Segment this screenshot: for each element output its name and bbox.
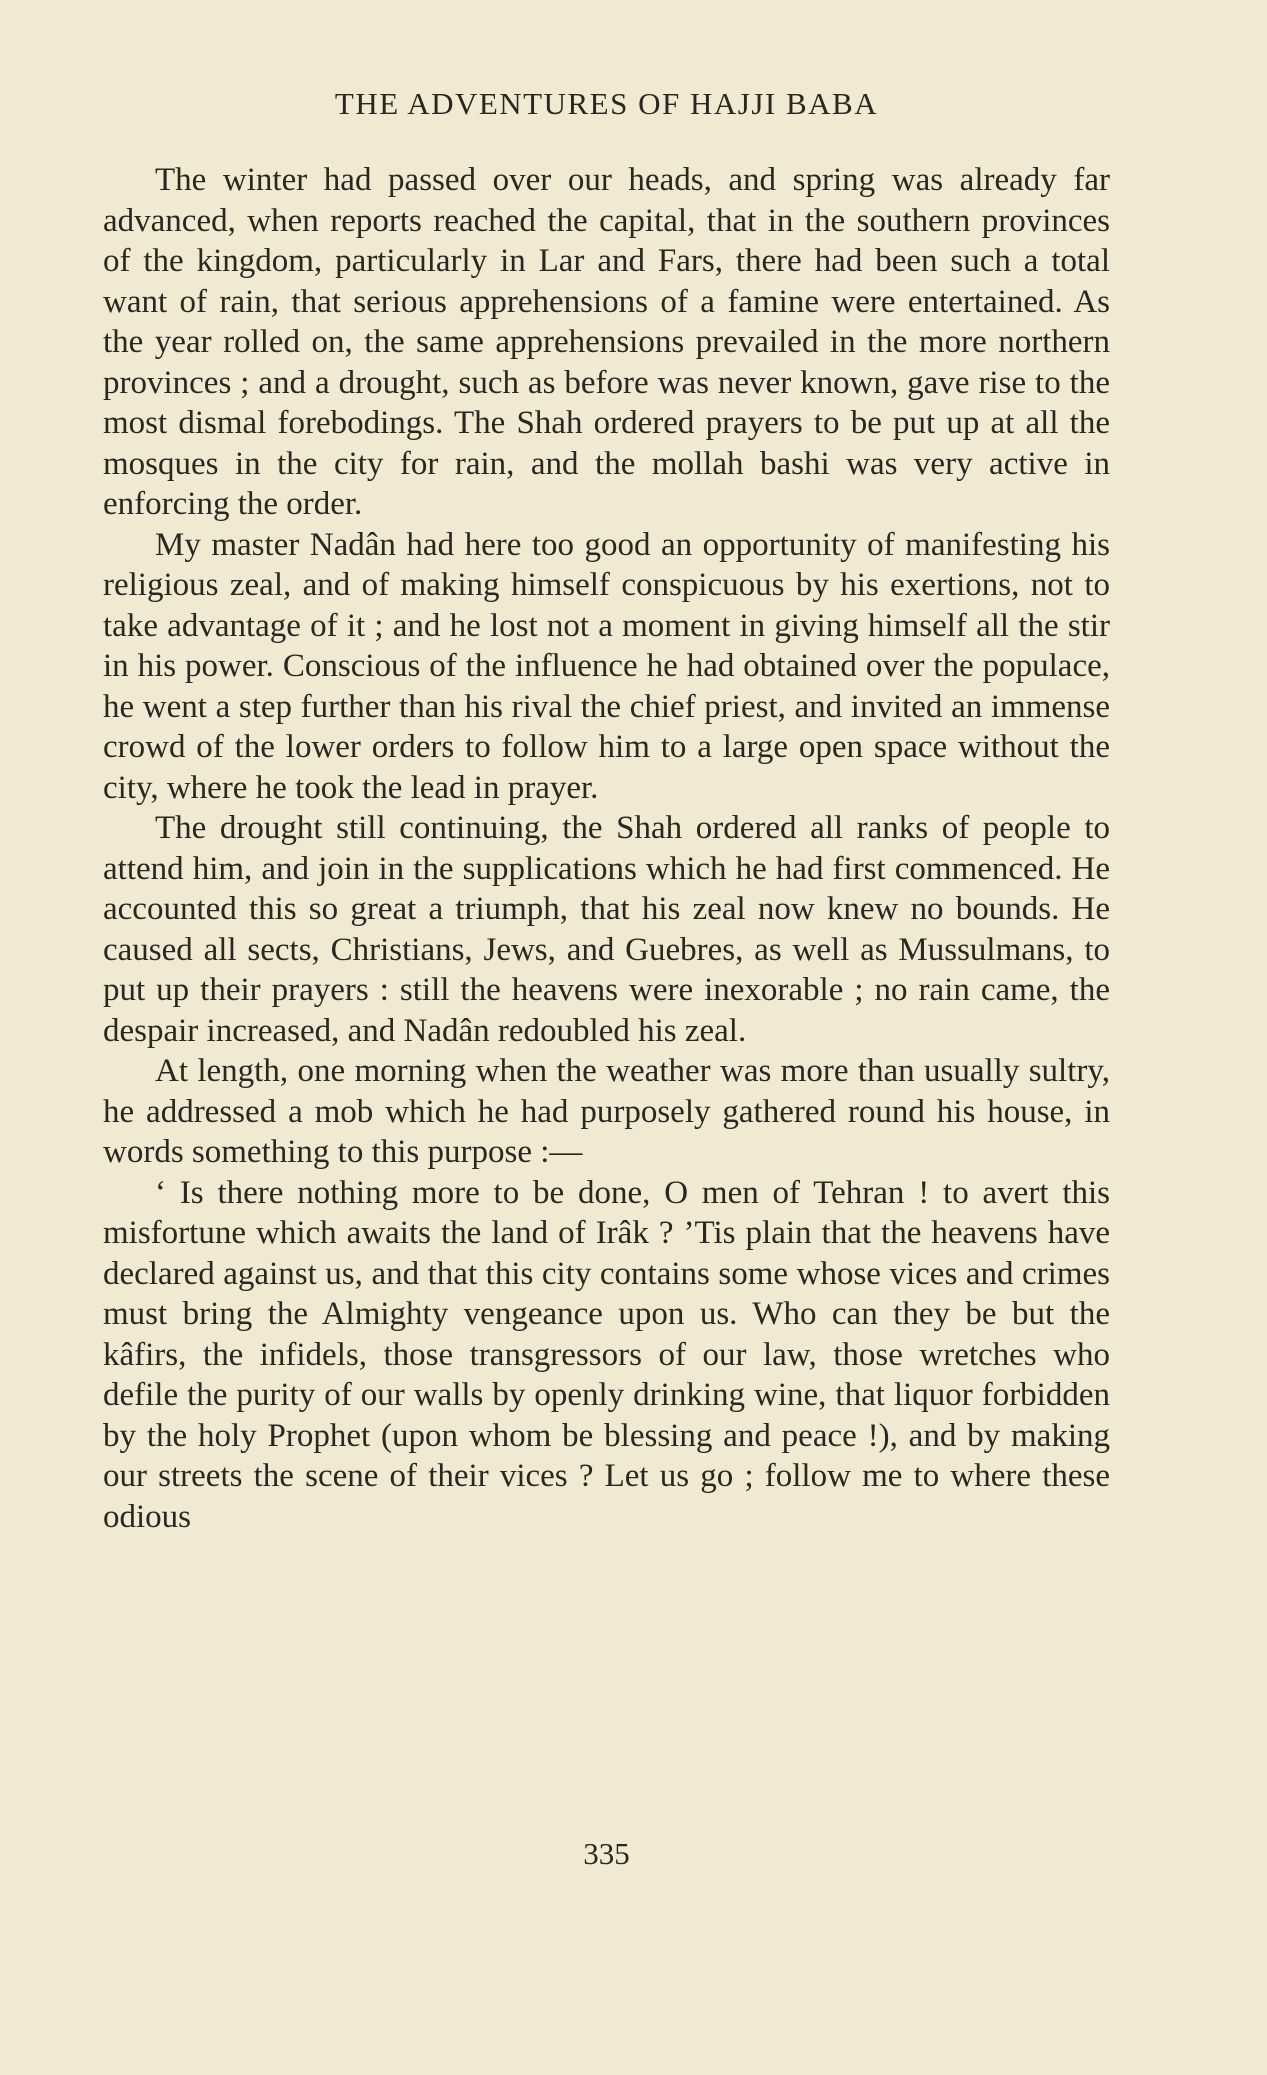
paragraph-4: At length, one morning when the weather was more than usually sultry, he addressed a mob which he had purposely gathered round his house, in words something to this purpose :— (103, 1053, 1110, 1170)
body-text (103, 160, 1110, 1537)
paragraph-2: My master Nadân had here too good an opportunity of manifesting his religious zeal, and of making himself conspicuous by his exertions, not to take advantage of it ; and he lost not a moment in giving himself all the stir in his power. Conscious of the influence he had obtained over the populace, he went a step further than his rival the chief priest, and invited an immense crowd of the lower orders to follow him to a large open space without the city, where he took the lead in prayer. (103, 526, 1110, 806)
paragraph-5: ‘ Is there nothing more to be done, O men of Tehran ! to avert this misfortune which awaits the land of Irâk ? ’Tis plain that the heavens have declared against us, and that this city contains some whose vices and crimes must bring the Almighty vengeance upon us. Who can they be but the kâfirs, the infidels, those transgressors of our law, those wretches who defile the purity of our walls by openly drinking wine, that liquor forbidden by the holy Prophet (upon whom be blessing and peace !), and by making our streets the scene of their vices ? Let us go ; follow me to where these odious (103, 1174, 1110, 1535)
running-head: THE ADVENTURES OF HAJJI BABA (334, 86, 879, 121)
paragraph-1: The winter had passed over our heads, and spring was already far advanced, when reports reached the capital, that in the southern provinces of the kingdom, particularly in Lar and Fars, there had been such a total want of rain, that serious apprehensions of a famine were entertained. As the year rolled on, the same apprehensions prevailed in the more northern provinces ; and a drought, such as before was never known, gave rise to the most dismal forebodings. The Shah ordered prayers to be put up at all the mosques in the city for rain, and the mollah bashi was very active in enforcing the order. (103, 162, 1110, 522)
paragraph-3: The drought still continuing, the Shah ordered all ranks of people to attend him, and join in the supplications which he had first commenced. He accounted this so great a triumph, that his zeal now knew no bounds. He caused all sects, Christians, Jews, and Guebres, as well as Mussulmans, to put up their prayers : still the heavens were inexorable ; no rain came, the despair increased, and Nadân redoubled his zeal. (103, 810, 1110, 1049)
page-number: 335 (583, 1836, 630, 1871)
